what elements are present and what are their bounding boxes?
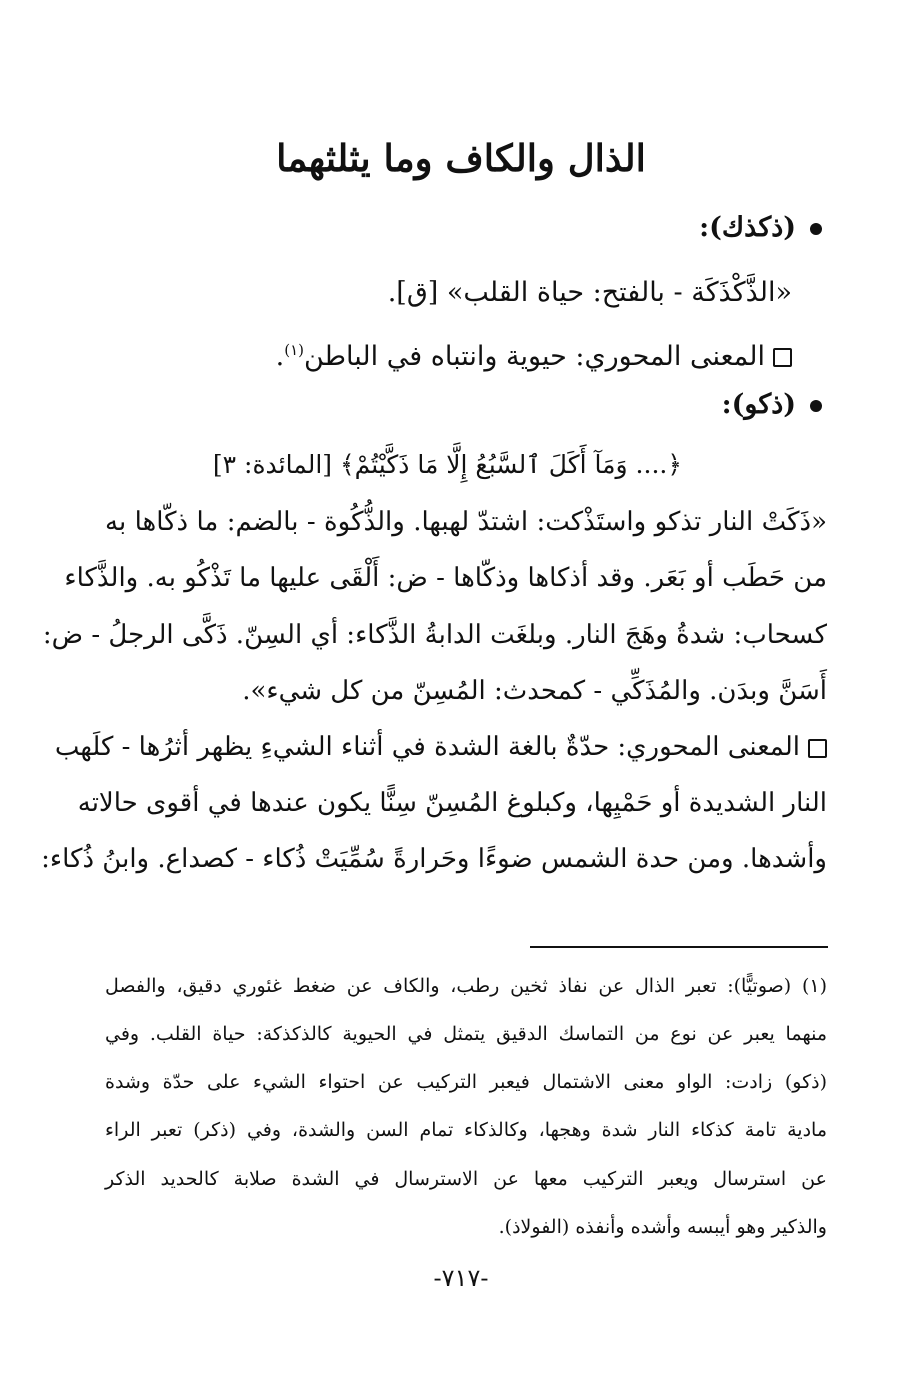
footnote-line-4: مادية تامة كذكاء النار شدة وهجها، وكالذكاء تمام السن والشدة، وفي (ذكر) تعبر الراء: [105, 1119, 827, 1141]
footnote-line-2: منهما يعبر عن نوع من التماسك الدقيق يتمثل في الحيوية كالذكذكة: حياة القلب. وفي: [105, 1023, 827, 1045]
meaning-line-1-text: المعنى المحوري: حدّةٌ بالغة الشدة في أثناء الشيءِ يظهر أثرُها - كلَهب: [54, 732, 800, 762]
definition-line-2: من حَطَب أو بَعَر. وقد أذكاها وذكّاها - ض: أَلْقَى عليها ما تَذْكُو به. والذَّكاء: [64, 563, 827, 593]
square-box-icon: [808, 739, 827, 758]
footnote-line-5: عن استرسال ويعبر التركيب معها عن الاسترسال في الشدة صلابة كالحديد الذكر: [105, 1168, 827, 1190]
meaning-end: .: [275, 341, 285, 372]
quran-quote: ﴿.... وَمَآ أَكَلَ ٱلسَّبُعُ إِلَّا مَا ذَكَّيْتُمْ﴾ [المائدة: ٣]: [212, 450, 682, 479]
meaning-line-3: وأشدها. ومن حدة الشمس ضوءًا وحَرارةً سُمِّيَتْ ذُكاء - كصداع. وابنُ ذُكاء:: [41, 844, 827, 874]
definition-line-4: أَسَنَّ وبدَن. والمُذَكِّي - كمحدث: المُسِنّ من كل شيء».: [242, 676, 827, 706]
page-number: -٧١٧-: [433, 1264, 489, 1292]
meaning-dhakdhak: [276, 325, 792, 382]
bullet-icon: [810, 400, 822, 412]
square-box-icon: [773, 348, 792, 367]
footnote-line-6: والذكير وهو أيبسه وأشده وأنفذه (الفولاذ).: [498, 1216, 827, 1238]
entry-heading-dhakw-text: (ذكو):: [721, 389, 796, 420]
footnote-line-1: (١) (صوتيًّا): تعبر الذال عن نفاذ ثخين رطب، والكاف عن ضغط غئوري دقيق، والفصل: [105, 975, 827, 997]
definition-line-1: «ذَكَتْ النار تذكو واستَذْكت: اشتدّ لهبها. والذُّكُوة - بالضم: ما ذكّاها به: [105, 507, 827, 537]
definition-dhakdhak: «الذَّكْذَكَة - بالفتح: حياة القلب» [ق].: [387, 277, 792, 308]
meaning-line-1: [54, 722, 827, 772]
meaning-line-2: النار الشديدة أو حَمْيِها، وكبلوغ المُسِنّ سِنًّا يكون عندها في أقوى حالاته: [77, 788, 827, 818]
definition-line-3: كسحاب: شدةُ وهَجَ النار. وبلغَت الدابةُ الذَّكاء: أي السِنّ. ذَكَّى الرجلُ - ض:: [42, 620, 827, 650]
bullet-icon: [810, 223, 822, 235]
entry-heading-dhakw: [722, 380, 822, 430]
entry-heading-dhakdhak-text: (ذكذك):: [699, 212, 796, 243]
page-title: الذال والكاف وما يثلثهما: [276, 136, 646, 180]
footnote-line-3: (ذكو) زادت: الواو معنى الاشتمال فيعبر التركيب عن احتواء الشيء على حدّة وشدة: [105, 1071, 827, 1093]
meaning-text: حيوية وانتباه في الباطن: [304, 341, 567, 372]
footnote-separator: [530, 946, 828, 948]
footnote-reference: (١): [284, 341, 304, 359]
entry-heading-dhakdhak: [699, 203, 822, 253]
meaning-label: المعنى المحوري:: [575, 341, 765, 372]
